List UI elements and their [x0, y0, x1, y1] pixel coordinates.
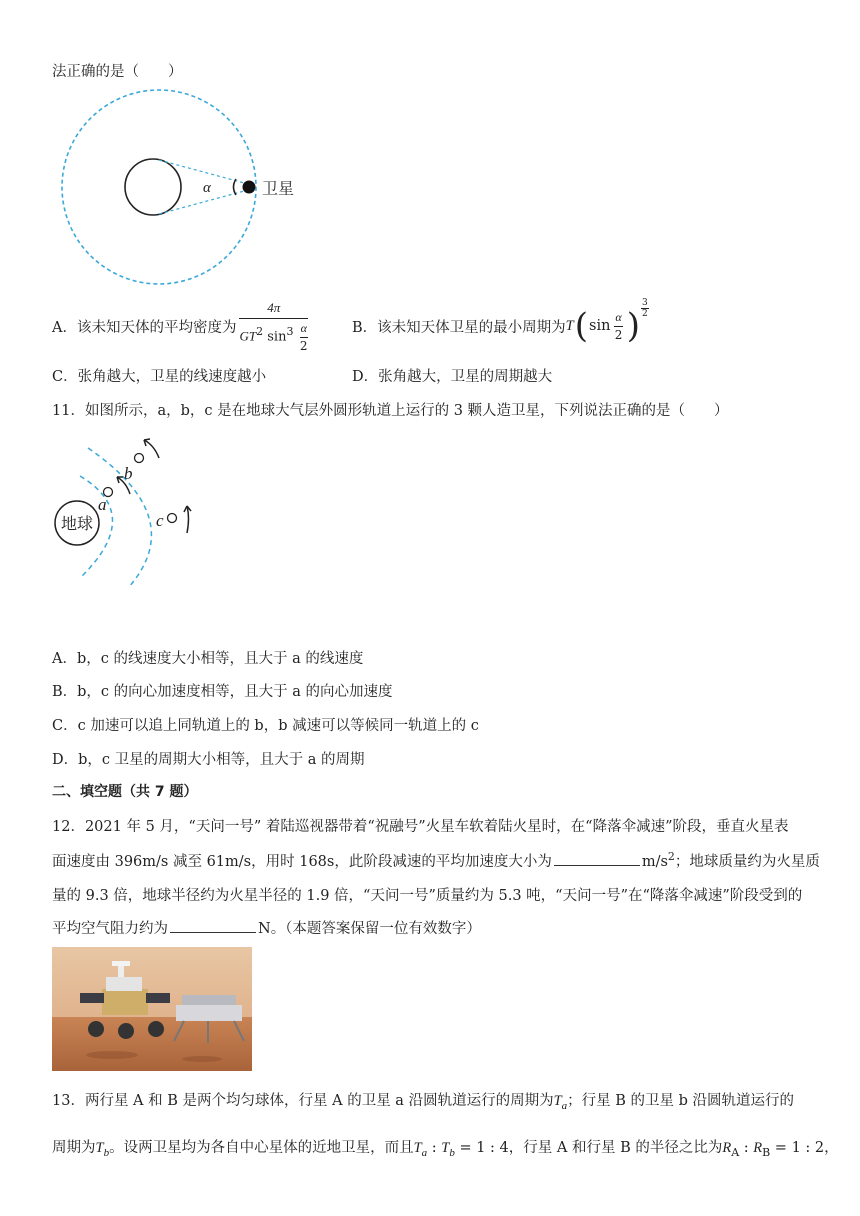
- satellite-label: 卫星: [262, 179, 295, 198]
- alpha-half-num: α: [300, 321, 308, 338]
- q13-line1b: ；行星 B 的卫星 b 沿圆轨道运行的: [567, 1093, 795, 1109]
- q13-r-colon: :: [739, 1140, 754, 1156]
- section-title: 二、填空题（共 7 题）: [52, 784, 198, 800]
- q12-line2: [52, 850, 820, 871]
- q13-line1a: 13．两行星 A 和 B 是两个均匀球体，行星 A 的卫星 a 沿圆轨道运行的周期为: [52, 1093, 554, 1109]
- q13-line2: [52, 1136, 839, 1159]
- answer-blank-drag[interactable]: [170, 920, 256, 933]
- q13-ratio-t1: T: [413, 1140, 422, 1156]
- satellite-dot: [243, 181, 256, 194]
- alpha-label: α: [203, 180, 211, 196]
- q13-ratio-value: = 1 : 4: [454, 1140, 509, 1156]
- q13-line2c: ，行星 A 和行星 B 的半径之比为: [508, 1140, 723, 1156]
- q11-option-a: A．b，c 的线速度大小相等，且大于 a 的线速度: [52, 651, 364, 667]
- label-c: c: [156, 511, 164, 530]
- density-fraction: [239, 300, 307, 353]
- q11-option-d: D．b，c 卫星的周期大小相等，且大于 a 的周期: [52, 752, 365, 768]
- density-numerator: 4π: [239, 300, 307, 319]
- q13-ta-sub: a: [561, 1099, 568, 1112]
- q13-ratio-t2: T: [441, 1140, 450, 1156]
- q13-tb-t: T: [95, 1140, 104, 1156]
- label-a: a: [98, 495, 107, 514]
- q11-option-c: C．c 加速可以追上同轨道上的 b，b 减速可以等候同一轨道上的 c: [52, 718, 479, 734]
- answer-blank-acceleration[interactable]: [554, 853, 640, 866]
- den-sin-exp: 3: [286, 324, 294, 338]
- q11-stem: 11．如图所示，a，b，c 是在地球大气层外圆形轨道上运行的 3 颗人造卫星，下列说法正确的是（ ）: [52, 403, 729, 419]
- q12-line3: 量的 9.3 倍，地球半径约为火星半径的 1.9 倍，“天问一号”质量约为 5.3 吨，“天问一号”在“降落伞减速”阶段受到的: [52, 888, 803, 904]
- den-gt: GT: [239, 328, 257, 343]
- angle-arc: [234, 179, 237, 195]
- q10-option-a: [52, 300, 311, 352]
- period-t: T: [565, 317, 574, 334]
- satellite-c: [168, 514, 177, 523]
- den-sin: sin: [267, 329, 287, 344]
- q13-line2b: 。设两卫星均为各自中心星体的近地卫星，而且: [109, 1140, 414, 1156]
- q12-line1: 12．2021 年 5 月，“天问一号” 着陆巡视器带着“祝融号”火星车软着陆火星时，在“降落伞减速”阶段，垂直火星表: [52, 819, 789, 835]
- alpha-half-fraction: [300, 321, 308, 353]
- q12-line2c: ；地球质量约为火星质: [674, 854, 820, 870]
- b-alpha-fraction: [614, 310, 622, 342]
- arrow-b: [144, 440, 159, 458]
- q13-ratio-sub-b: b: [449, 1146, 455, 1159]
- alpha-half-den: 2: [299, 338, 308, 353]
- sin-label: sin: [589, 318, 611, 334]
- right-paren: ): [626, 306, 640, 346]
- q10-option-b: [352, 300, 649, 352]
- q13-ratio-colon: :: [427, 1140, 442, 1156]
- q13-tb-sub: b: [103, 1146, 110, 1159]
- q13-ratio-sub-a: a: [421, 1146, 428, 1159]
- q10-stem-tail: 法正确的是（ ）: [52, 64, 183, 80]
- planet-circle: [125, 159, 181, 215]
- q13-r2: R: [753, 1140, 763, 1156]
- b-alpha-num: α: [614, 310, 622, 327]
- den-t-exp: 2: [256, 324, 264, 338]
- q12-unit-exp: 2: [667, 850, 675, 864]
- left-paren: (: [574, 306, 588, 346]
- q12-line4: [52, 917, 481, 938]
- q13-ta-t: T: [553, 1093, 562, 1109]
- q12-line4b: N。（本题答案保留一位有效数字）: [258, 921, 481, 937]
- q10-option-b-text: B．该未知天体卫星的最小周期为: [352, 319, 566, 336]
- arrow-c: [187, 506, 189, 533]
- q12-unit: m/s: [641, 854, 668, 870]
- q13-r-sub-b: B: [762, 1145, 771, 1159]
- satellite-b: [135, 454, 144, 463]
- q13-r-sub-a: A: [731, 1145, 740, 1159]
- b-exp-den: 2: [642, 309, 648, 319]
- q11-option-b: B．b，c 的向心加速度相等，且大于 a 的向心加速度: [52, 684, 393, 700]
- q13-r1: R: [722, 1140, 732, 1156]
- q13-r-value: = 1 : 2: [770, 1140, 825, 1156]
- orbit-bc: [88, 448, 151, 588]
- b-exp-num: 3: [642, 298, 648, 308]
- mars-rover-photo: [52, 947, 252, 1071]
- q10-option-a-text: A．该未知天体的平均密度为: [52, 319, 237, 336]
- q13-line2d: ，: [824, 1140, 839, 1156]
- q12-line4a: 平均空气阻力约为: [52, 921, 168, 937]
- q10-option-c: C．张角越大，卫星的线速度越小: [52, 369, 267, 385]
- q13-line2a: 周期为: [52, 1140, 96, 1156]
- q10-orbit-figure: [55, 86, 265, 292]
- q11-orbit-figure: [50, 430, 220, 595]
- q12-line2a: 面速度由 396m/s 减至 61m/s，用时 168s，此阶段减速的平均加速度大小为: [52, 854, 552, 870]
- b-alpha-den: 2: [614, 328, 623, 342]
- label-b: b: [124, 464, 133, 483]
- density-denominator: [239, 319, 307, 353]
- q10-option-d: D．张角越大，卫星的周期越大: [352, 369, 553, 385]
- q13-line1: [52, 1089, 794, 1112]
- b-exponent: [641, 298, 649, 319]
- satellite-orbit: [62, 90, 256, 284]
- earth-label: 地球: [60, 514, 94, 533]
